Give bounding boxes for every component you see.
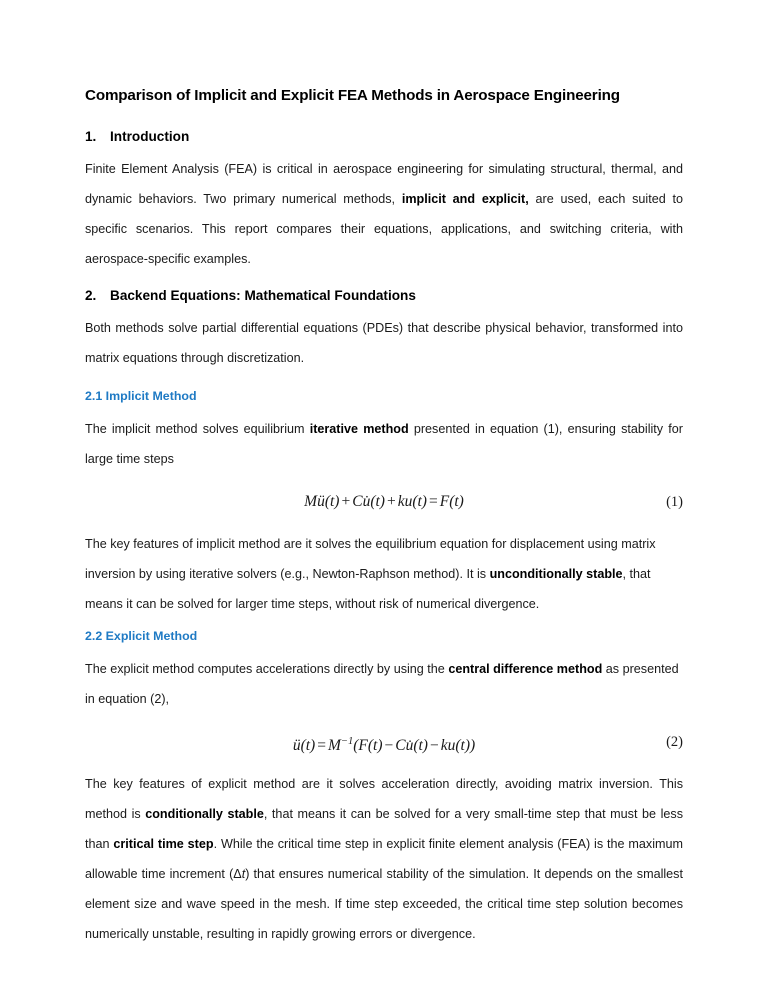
eq1-damping: C: [352, 493, 363, 510]
section-number-1: 1.: [85, 129, 97, 144]
explicit-features-part4: ) that ensures numerical stability of the simulation. It depends on the smallest element size and wave speed in the mesh. If time step exceeded, the critical time step solution becomes numerically unstable, resulting in rapidly growing errors or divergence.: [85, 867, 683, 941]
eq2-mass: M: [327, 737, 341, 755]
eq2-minus-1: −: [384, 737, 394, 755]
explicit-features-part1: The key features of explicit method are it solves acceleration directly, avoiding matrix inversion. This method is: [85, 777, 683, 821]
delta-symbol: Δ: [233, 867, 242, 881]
implicit-features-bold: unconditionally stable: [489, 567, 623, 581]
eq2-inverse-exponent: −1: [340, 736, 354, 747]
eq2-damping: C: [395, 737, 406, 755]
time-variable-t: t: [241, 867, 246, 881]
eq2-open-paren: (: [353, 737, 359, 755]
paragraph-explicit-intro: [85, 654, 683, 714]
eq2-velocity: u̇(t): [405, 737, 428, 755]
eq2-close-paren: ): [470, 737, 476, 755]
implicit-intro-part2: presented in equation (1), ensuring stability for large time steps: [85, 422, 683, 466]
eq1-plus-2: +: [386, 493, 396, 510]
implicit-intro-part1: The implicit method solves equilibrium: [85, 422, 310, 436]
subsection-heading-implicit-method: 2.1 Implicit Method: [85, 389, 197, 403]
eq1-stiffness: k: [397, 493, 405, 510]
spacer: [85, 274, 683, 286]
spacer: [85, 373, 683, 387]
implicit-features-part1: The key features of implicit method are it solves the equilibrium equation for displacement using matrix inversion by using iterative solvers (e.g., Newton-Raphson method). It is: [85, 537, 656, 581]
explicit-features-part2: , that means it can be solved for a very small-time step that must be less than: [85, 807, 683, 851]
subsection-heading-explicit-method: 2.2 Explicit Method: [85, 629, 198, 643]
paragraph-introduction: [85, 154, 683, 274]
eq1-displacement: u(t): [404, 493, 427, 510]
eq1-acceleration: ü(t): [317, 493, 340, 510]
page-title: Comparison of Implicit and Explicit FEA Methods in Aerospace Engineering: [85, 87, 620, 104]
equation-block-2: [85, 729, 683, 755]
section-number-2: 2.: [85, 288, 97, 303]
eq1-mass: M: [304, 493, 318, 510]
eq1-plus-1: +: [341, 493, 351, 510]
equation-number-1: (1): [666, 494, 683, 510]
eq2-equals: =: [317, 737, 326, 755]
paragraph-backend: Both methods solve partial differential equations (PDEs) that describe physical behavior, transformed into matrix equations through discretization.: [85, 321, 683, 365]
section-title-backend-equations: Backend Equations: Mathematical Foundations: [110, 288, 416, 303]
section-title-introduction: Introduction: [110, 129, 190, 144]
explicit-features-bold-2: critical time step: [113, 837, 214, 851]
paragraph-implicit-features: [85, 529, 683, 619]
spacer: [85, 619, 683, 627]
eq2-acceleration: ü(t): [292, 737, 316, 755]
section-heading-introduction: [85, 127, 683, 147]
intro-text-part2: are used, each suited to specific scenarios. This report compares their equations, applications, and switching criteria, with aerospace-specific examples.: [85, 192, 683, 266]
equation-block-1: [85, 489, 683, 515]
explicit-intro-part1: The explicit method computes accelerations directly by using the: [85, 662, 449, 676]
eq2-minus-2: −: [429, 737, 439, 755]
paragraph-implicit-intro: [85, 414, 683, 474]
implicit-features-part2: , that means it can be solved for larger time steps, without risk of numerical divergence.: [85, 567, 651, 611]
eq1-velocity: u̇(t): [362, 493, 385, 510]
explicit-intro-part2: as presented in equation (2),: [85, 662, 679, 706]
equation-number-2: (2): [666, 734, 683, 750]
explicit-intro-bold: central difference method: [448, 662, 603, 676]
explicit-features-part3: . While the critical time step in explicit finite element analysis (FEA) is the maximum allowable time increment (: [85, 837, 683, 881]
eq2-stiffness: k: [440, 737, 448, 755]
equation-2-expression: [85, 729, 683, 759]
intro-text-bold: implicit and explicit,: [401, 192, 529, 206]
eq2-force: F(t): [358, 737, 383, 755]
paragraph-explicit-features: [85, 769, 683, 949]
equation-1-expression: [85, 489, 683, 515]
eq2-displacement: u(t): [447, 737, 471, 755]
eq1-equals: =: [428, 493, 438, 510]
section-heading-backend-equations: [85, 286, 683, 306]
eq1-force: F(t): [439, 493, 464, 510]
intro-text-part1: Finite Element Analysis (FEA) is critical in aerospace engineering for simulating structural, thermal, and dynamic behaviors. Two primary numerical methods,: [85, 162, 683, 206]
implicit-intro-bold: iterative method: [309, 422, 409, 436]
explicit-features-bold-1: conditionally stable: [145, 807, 264, 821]
